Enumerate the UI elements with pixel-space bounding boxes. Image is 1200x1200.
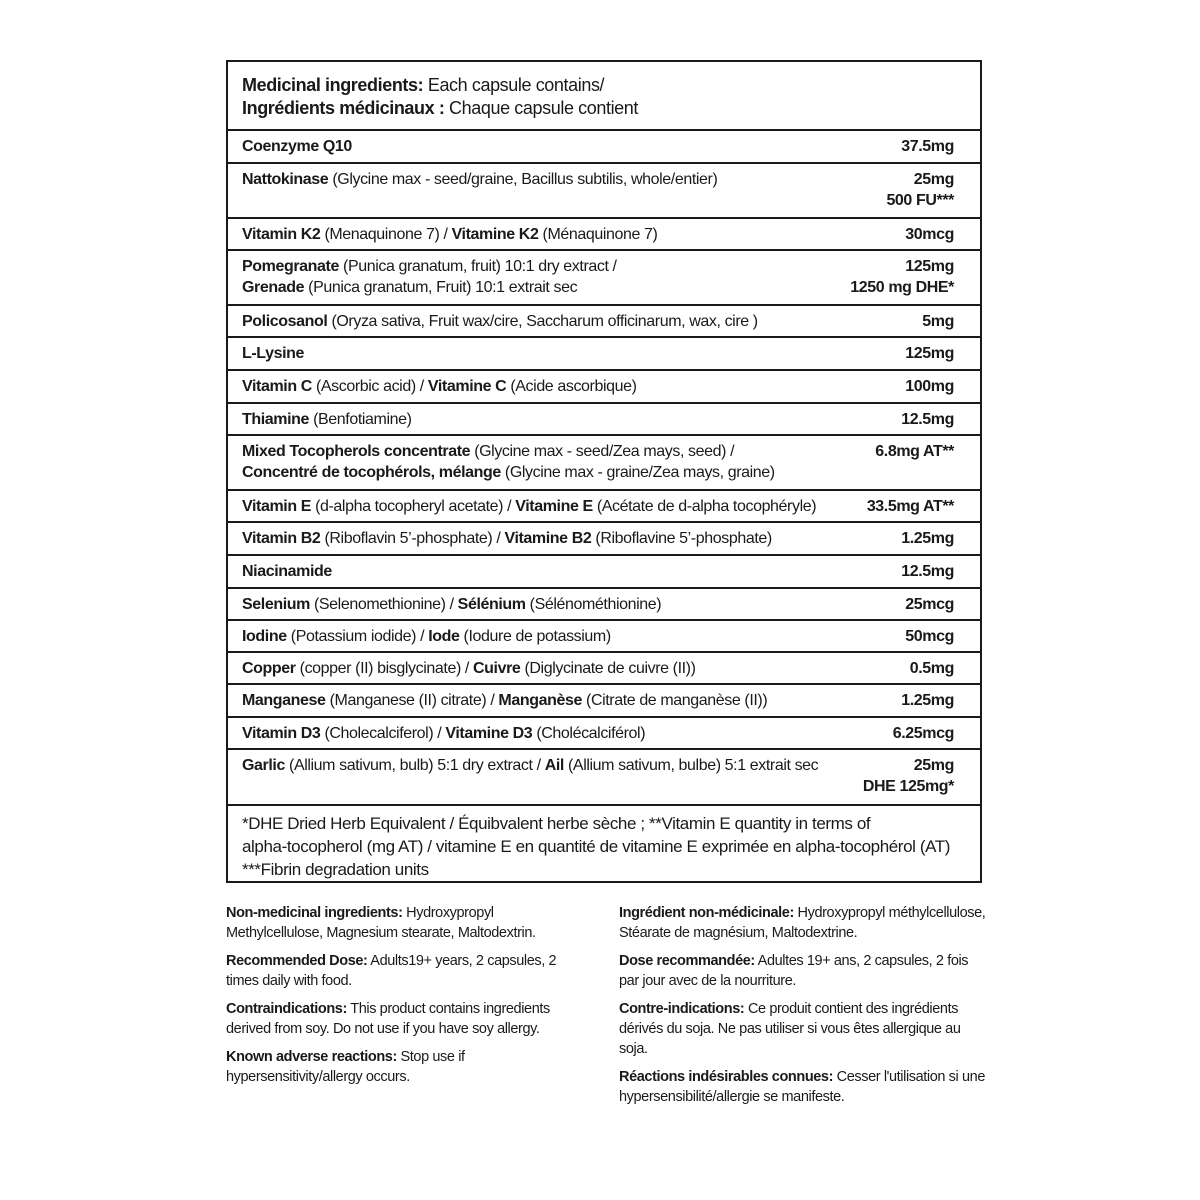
- ingredient-amount: 0.5mg: [909, 660, 954, 677]
- ingredient-desc: Nattokinase (Glycine max - seed/graine, Bacillus subtilis, whole/entier): [242, 171, 718, 188]
- ingredient-table: [228, 131, 980, 806]
- panel-header: [228, 62, 980, 131]
- footnote: *DHE Dried Herb Equivalent / Équibvalent herbe sèche ; **Vitamin E quantity in terms of alpha-tocopherol (mg AT) / vitamine E en quantité de vitamine E exprimée en alpha-tocophérol (AT) ***Fibrin degradation units: [242, 814, 951, 879]
- ingredient-desc: Policosanol (Oryza sativa, Fruit wax/cire, Saccharum officinarum, wax, cire ): [242, 313, 758, 330]
- ingredient-amount: 125mg 1250 mg DHE*: [850, 258, 954, 296]
- ingredient-desc: Niacinamide: [242, 563, 332, 580]
- ingredient-amount: 1.25mg: [901, 530, 954, 547]
- ingredient-row: [228, 164, 980, 219]
- header-line-en: Medicinal ingredients: Each capsule contains/: [242, 75, 605, 95]
- ingredient-amount: 100mg: [905, 378, 954, 395]
- ingredient-row: [228, 404, 980, 436]
- ingredient-amount: 12.5mg: [901, 411, 954, 428]
- recommended-dose-fr: Dose recommandée: Adultes 19+ ans, 2 capsules, 2 fois par jour avec de la nourriture.: [619, 953, 969, 989]
- contraindications-fr: Contre-indications: Ce produit contient des ingrédients dérivés du soja. Ne pas utiliser si vous êtes allergique au soja.: [619, 1001, 961, 1057]
- non-medicinal-ingredients: Non-medicinal ingredients: Hydroxypropyl Methylcellulose, Magnesium stearate, Maltodextrin.: [226, 905, 536, 941]
- ingredient-desc-fr: Grenade (Punica granatum, Fruit) 10:1 extrait sec: [242, 279, 578, 296]
- recommended-dose: Recommended Dose: Adults19+ years, 2 capsules, 2 times daily with food.: [226, 953, 557, 989]
- ingredient-row: [228, 589, 980, 621]
- adverse-reactions: Known adverse reactions: Stop use if hypersensitivity/allergy occurs.: [226, 1049, 465, 1085]
- ingredient-amount: 5mg: [922, 313, 954, 330]
- info-french: [619, 903, 989, 1115]
- ingredient-row: [228, 219, 980, 251]
- ingredient-row: [228, 523, 980, 556]
- ingredient-amount: 125mg: [905, 345, 954, 362]
- ingredient-row: [228, 556, 980, 589]
- ingredient-row: [228, 718, 980, 750]
- ingredient-amount: 33.5mg AT**: [866, 498, 954, 515]
- ingredient-amount: 37.5mg: [901, 138, 954, 155]
- ingredient-amount: 50mcg: [905, 628, 954, 645]
- ingredient-row: [228, 491, 980, 523]
- adverse-reactions-fr: Réactions indésirables connues: Cesser l'utilisation si une hypersensibilité/allergie se manifeste.: [619, 1069, 985, 1105]
- ingredient-desc: Pomegranate (Punica granatum, fruit) 10:1 dry extract /: [242, 258, 617, 275]
- header-line-fr: Ingrédients médicinaux : Chaque capsule contient: [242, 98, 638, 118]
- ingredient-row: [228, 338, 980, 371]
- ingredient-row: [228, 750, 980, 806]
- ingredient-row: [228, 306, 980, 338]
- non-medicinal-ingredients-fr: Ingrédient non-médicinale: Hydroxypropyl méthylcellulose, Stéarate de magnésium, Maltodextrine.: [619, 905, 986, 941]
- ingredient-row: [228, 621, 980, 653]
- ingredient-row: [228, 685, 980, 718]
- ingredient-row: [228, 436, 980, 491]
- ingredient-amount: 30mcg: [905, 226, 954, 243]
- ingredient-desc: Iodine (Potassium iodide) / Iode (Iodure de potassium): [242, 628, 611, 645]
- ingredient-amount: 1.25mg: [901, 692, 954, 709]
- ingredient-desc: Manganese (Manganese (II) citrate) / Manganèse (Citrate de manganèse (II)): [242, 692, 768, 709]
- ingredient-desc: Vitamin C (Ascorbic acid) / Vitamine C (Acide ascorbique): [242, 378, 637, 395]
- ingredient-desc: Vitamin K2 (Menaquinone 7) / Vitamine K2 (Ménaquinone 7): [242, 226, 658, 243]
- ingredient-desc-fr: Concentré de tocophérols, mélange (Glycine max - graine/Zea mays, graine): [242, 464, 775, 481]
- ingredient-desc: Vitamin B2 (Riboflavin 5’-phosphate) / Vitamine B2 (Riboflavine 5’-phosphate): [242, 530, 772, 547]
- ingredient-desc: Mixed Tocopherols concentrate (Glycine max - seed/Zea mays, seed) /: [242, 443, 735, 460]
- info-english: [226, 903, 586, 1095]
- ingredient-row: [228, 371, 980, 404]
- ingredient-desc: L-Lysine: [242, 345, 304, 362]
- ingredient-desc: Thiamine (Benfotiamine): [242, 411, 412, 428]
- ingredient-amount: 25mcg: [905, 596, 954, 613]
- ingredient-row: [228, 251, 980, 306]
- ingredient-desc: Selenium (Selenomethionine) / Sélénium (Sélénométhionine): [242, 596, 662, 613]
- ingredient-desc: Copper (copper (II) bisglycinate) / Cuivre (Diglycinate de cuivre (II)): [242, 660, 696, 677]
- ingredient-desc: Garlic (Allium sativum, bulb) 5:1 dry extract / Ail (Allium sativum, bulbe) 5:1 extrait sec: [242, 757, 819, 774]
- ingredient-amount: 6.8mg AT**: [875, 443, 954, 460]
- ingredient-amount: 25mg 500 FU***: [886, 171, 954, 209]
- ingredient-desc: Vitamin E (d-alpha tocopheryl acetate) / Vitamine E (Acétate de d-alpha tocophéryle): [242, 498, 817, 515]
- ingredient-desc: Coenzyme Q10: [242, 138, 352, 155]
- ingredients-panel: [226, 60, 982, 883]
- contraindications: Contraindications: This product contains ingredients derived from soy. Do not use if you have soy allergy.: [226, 1001, 550, 1037]
- ingredient-row: [228, 131, 980, 164]
- ingredient-amount: 12.5mg: [901, 563, 954, 580]
- ingredient-row: [228, 653, 980, 685]
- ingredient-amount: 25mg DHE 125mg*: [862, 757, 954, 795]
- ingredient-desc: Vitamin D3 (Cholecalciferol) / Vitamine D3 (Cholécalciférol): [242, 725, 646, 742]
- ingredient-amount: 6.25mcg: [892, 725, 954, 742]
